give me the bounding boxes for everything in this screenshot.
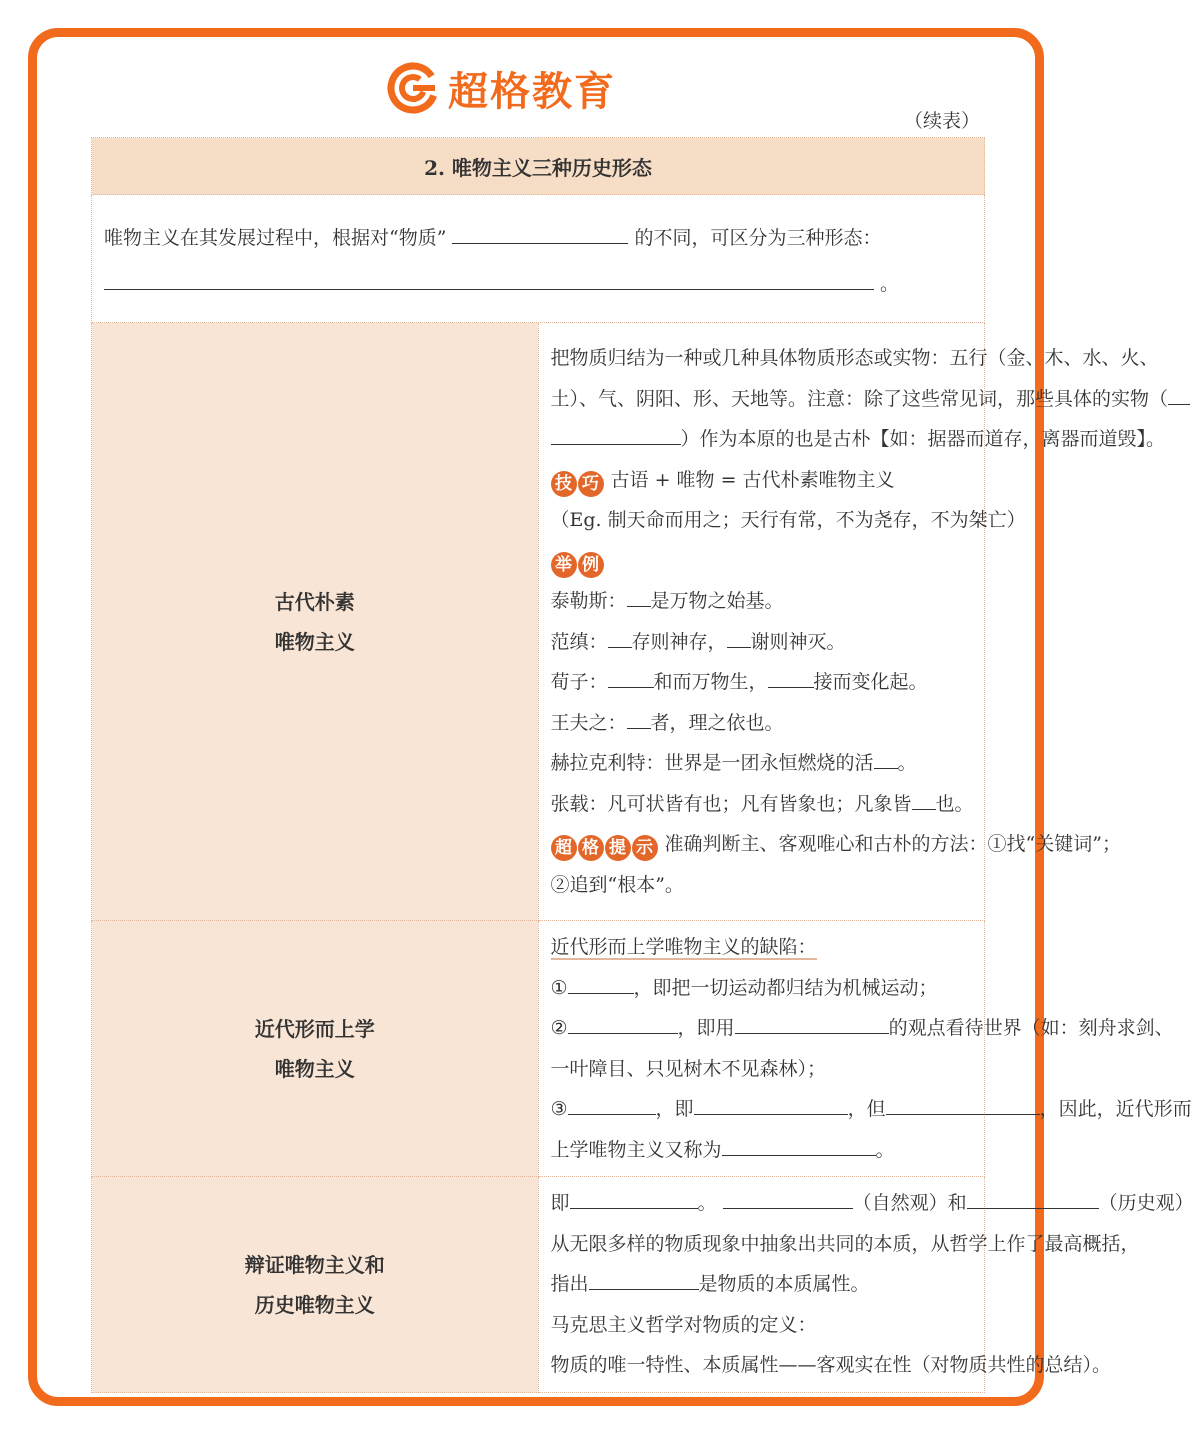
text-line: ，因此，近代形而 [1039, 1098, 1192, 1120]
text-line: 也。 [935, 792, 974, 815]
hint-text: 准确判断主、客观唯心和古朴的方法：①找“关键词”； [664, 833, 1121, 855]
text-line: 赫拉克利特：世界是一团永恒燃烧的活 [550, 752, 874, 774]
continuation-note: （续表） [903, 110, 980, 132]
hint-badge: 提 [605, 835, 631, 861]
fill-blank [570, 1188, 698, 1209]
text-line: 马克思主义哲学对物质的定义： [550, 1313, 817, 1336]
text-line: 王夫之： [550, 711, 627, 734]
intro-end: 。 [880, 272, 900, 295]
text-line: 即 [550, 1192, 570, 1215]
intro-row [92, 195, 985, 323]
text-line: 是物质的本质属性。 [698, 1273, 870, 1296]
fill-blank [735, 1013, 889, 1034]
text-line: ，即 [655, 1098, 694, 1120]
fill-blank [723, 1188, 853, 1209]
hint-text: ②追到“根本”。 [550, 873, 684, 896]
text-line: 泰勒斯： [550, 590, 627, 612]
fill-blank [967, 1188, 1099, 1209]
fill-blank [912, 789, 936, 810]
fill-blank [568, 973, 634, 994]
text-line: （历史观） [1098, 1192, 1194, 1215]
text-line: 存则神存， [631, 630, 727, 653]
intro-text-2: 的不同，可区分为三种形态： [634, 226, 882, 249]
row-label-line: 辩证唯物主义和 [244, 1252, 385, 1277]
row-content [538, 323, 1169, 921]
text-line: 上学唯物主义又称为 [550, 1138, 722, 1161]
row-label-line: 唯物主义 [274, 1056, 355, 1081]
example-note: （Eg. 制天命而用之；天行有常，不为尧存，不为桀亡） [550, 509, 1026, 531]
text-line: 的观点看待世界（如：刻舟求剑、 [888, 1017, 1174, 1039]
fill-blank [1168, 384, 1190, 405]
example-badge: 举 [551, 552, 577, 578]
text-line: ① [550, 976, 568, 999]
text-line: 者，理之依也。 [650, 711, 784, 734]
table-row [92, 921, 985, 1177]
text-line: 是万物之始基。 [650, 590, 784, 612]
fill-blank [452, 223, 628, 244]
text-line: 土）、气、阴阳、形、天地等。注意：除了这些常见词，那些具体的实物（ [550, 387, 1169, 410]
fill-blank [874, 748, 898, 769]
section-heading: 近代形而上学唯物主义的缺陷： [550, 936, 817, 958]
fill-blank [694, 1094, 848, 1115]
row-label [92, 1177, 539, 1393]
text-line: 从无限多样的物质现象中抽象出共同的本质，从哲学上作了最高概括， [550, 1232, 1140, 1255]
fill-blank [886, 1094, 1040, 1115]
text-line: 接而变化起。 [813, 671, 928, 693]
fill-blank [104, 269, 874, 290]
fill-blank [722, 1135, 876, 1156]
table-row [92, 1177, 985, 1393]
fill-blank [768, 667, 814, 688]
text-line: 物质的唯一特性、本质属性——客观实在性（对物质共性的总结）。 [550, 1354, 1112, 1377]
text-line: 把物质归结为一种或几种具体物质形态或实物：五行（金、木、水、火、 [550, 347, 1159, 369]
row-content [538, 921, 1192, 1177]
table-title: 2. 唯物主义三种历史形态 [92, 138, 985, 195]
brand-logo [386, 58, 616, 118]
row-label [92, 323, 539, 921]
hint-badge: 格 [578, 835, 604, 861]
row-label-line: 古代朴素 [274, 589, 355, 614]
example-badge: 例 [578, 552, 604, 578]
row-label-line: 近代形而上学 [254, 1016, 375, 1041]
fill-blank [608, 627, 632, 648]
text-line: 张载：凡可状皆有也；凡有皆象也；凡象皆 [550, 792, 912, 815]
tip-text: 古语 + 唯物 = 古代朴素唯物主义 [610, 468, 895, 491]
fill-blank [627, 586, 651, 607]
text-line: 。 [697, 1192, 717, 1215]
hint-badge: 示 [632, 835, 658, 861]
notes-table [91, 137, 1194, 1393]
text-line: 谢则神灭。 [750, 630, 846, 653]
text-line: 一叶障目、只见树木不见森林）； [550, 1057, 827, 1080]
fill-blank [568, 1094, 656, 1115]
table-row [92, 323, 985, 921]
row-label-line: 历史唯物主义 [254, 1292, 375, 1317]
text-line: ）作为本原的也是古朴【如：据器而道存，离器而道毁】。 [680, 428, 1166, 450]
fill-blank [608, 667, 654, 688]
text-line: 。 [897, 752, 917, 774]
text-line: 指出 [550, 1273, 589, 1296]
text-line: ② [550, 1017, 568, 1039]
fill-blank [627, 708, 651, 729]
fill-blank [589, 1269, 699, 1290]
text-line: 。 [875, 1138, 895, 1161]
brand-name: 超格教育 [448, 68, 616, 115]
text-line: ，即用 [677, 1017, 735, 1039]
tip-badge: 技 [551, 471, 577, 497]
brand-logo-icon [386, 61, 440, 115]
text-line: ，但 [847, 1098, 886, 1120]
intro-text-1: 唯物主义在其发展过程中，根据对“物质” [104, 226, 447, 249]
fill-blank [551, 424, 681, 445]
text-line: （自然观）和 [852, 1192, 967, 1215]
text-line: ③ [550, 1098, 568, 1120]
row-label [92, 921, 539, 1177]
tip-badge: 巧 [578, 471, 604, 497]
hint-badge: 超 [551, 835, 577, 861]
fill-blank [727, 627, 751, 648]
fill-blank [568, 1013, 678, 1034]
text-line: 荀子： [550, 671, 608, 693]
row-content [538, 1177, 1194, 1393]
text-line: 范缜： [550, 630, 608, 653]
text-line: 和而万物生， [653, 671, 768, 693]
row-label-line: 唯物主义 [274, 629, 355, 654]
text-line: ，即把一切运动都归结为机械运动； [633, 976, 938, 999]
